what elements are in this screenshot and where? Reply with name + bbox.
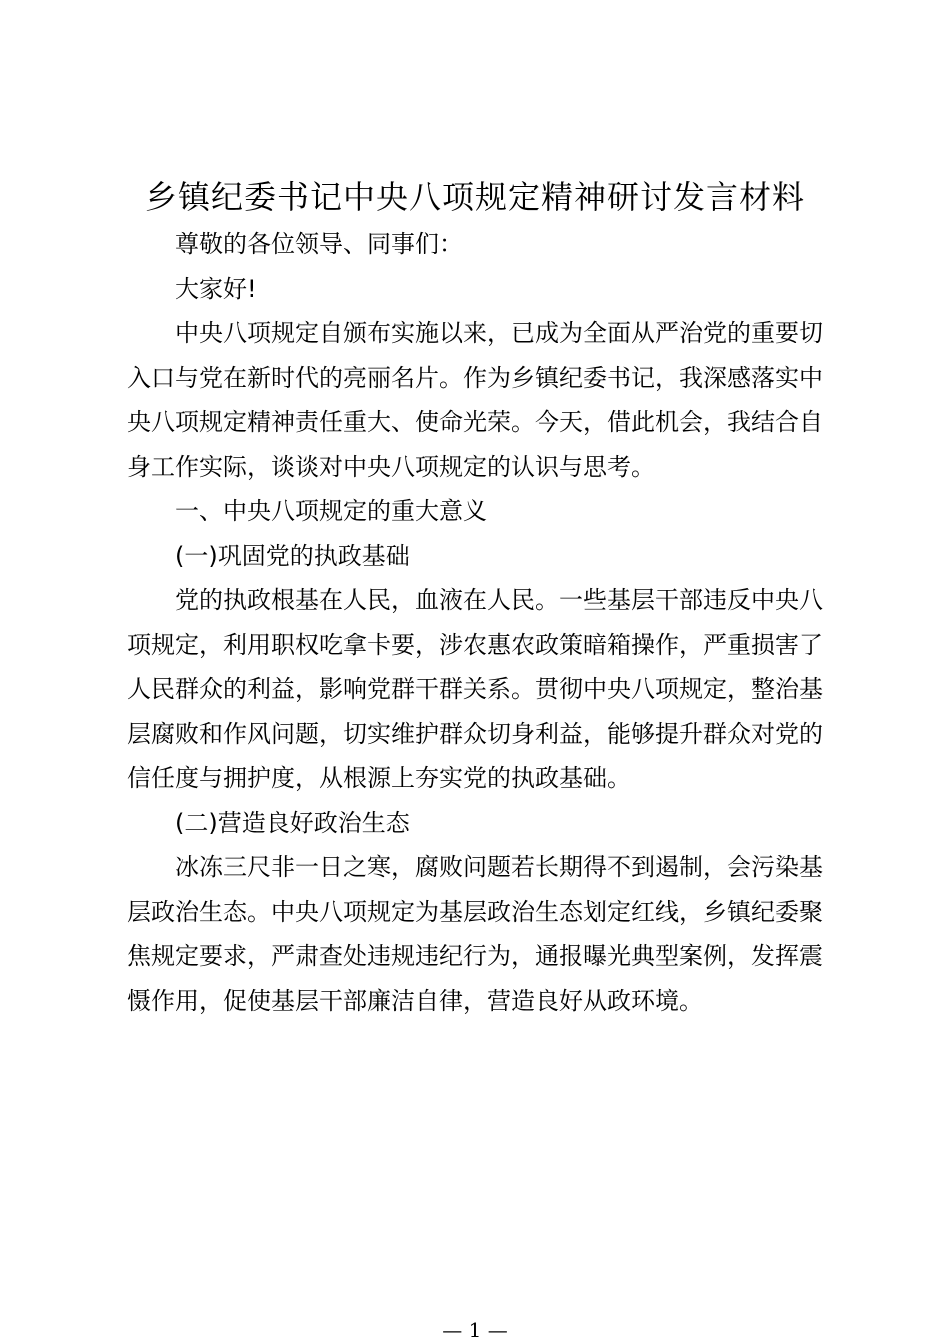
greeting: 大家好! <box>175 274 257 303</box>
section-heading-1: 一、中央八项规定的重大意义 <box>175 497 487 525</box>
salutation: 尊敬的各位领导、同事们： <box>175 230 463 258</box>
page-number: — 1 — <box>442 1318 508 1342</box>
body-paragraph-2: 冰冻三尺非一日之寒，腐败问题若长期得不到遏制，会污染基层政治生态。中央八项规定为基层政治生态划定红线，乡镇纪委聚焦规定要求，严肃查处违规违纪行为，通报曝光典型案例，发挥震慑作用，促使基层干部廉洁自律，营造良好从政环境。 <box>127 853 823 1015</box>
body-paragraph-1: 党的执政根基在人民，血液在人民。一些基层干部违反中央八项规定，利用职权吃拿卡要，涉农惠农政策暗箱操作，严重损害了人民群众的利益，影响党群干群关系。贯彻中央八项规定，整治基层腐败和作风问题，切实维护群众切身利益，能够提升群众对党的信任度与拥护度，从根源上夯实党的执政基础。 <box>127 586 823 792</box>
document-title: 乡镇纪委书记中央八项规定精神研讨发言材料 <box>144 178 805 216</box>
document-page <box>127 172 823 1023</box>
subsection-heading-2: (二)营造良好政治生态 <box>175 808 410 837</box>
intro-paragraph: 中央八项规定自颁布实施以来，已成为全面从严治党的重要切入口与党在新时代的亮丽名片。作为乡镇纪委书记，我深感落实中央八项规定精神责任重大、使命光荣。今天，借此机会，我结合自身工作实际，谈谈对中央八项规定的认识与思考。 <box>127 319 823 481</box>
subsection-heading-1: (一)巩固党的执政基础 <box>175 541 410 570</box>
